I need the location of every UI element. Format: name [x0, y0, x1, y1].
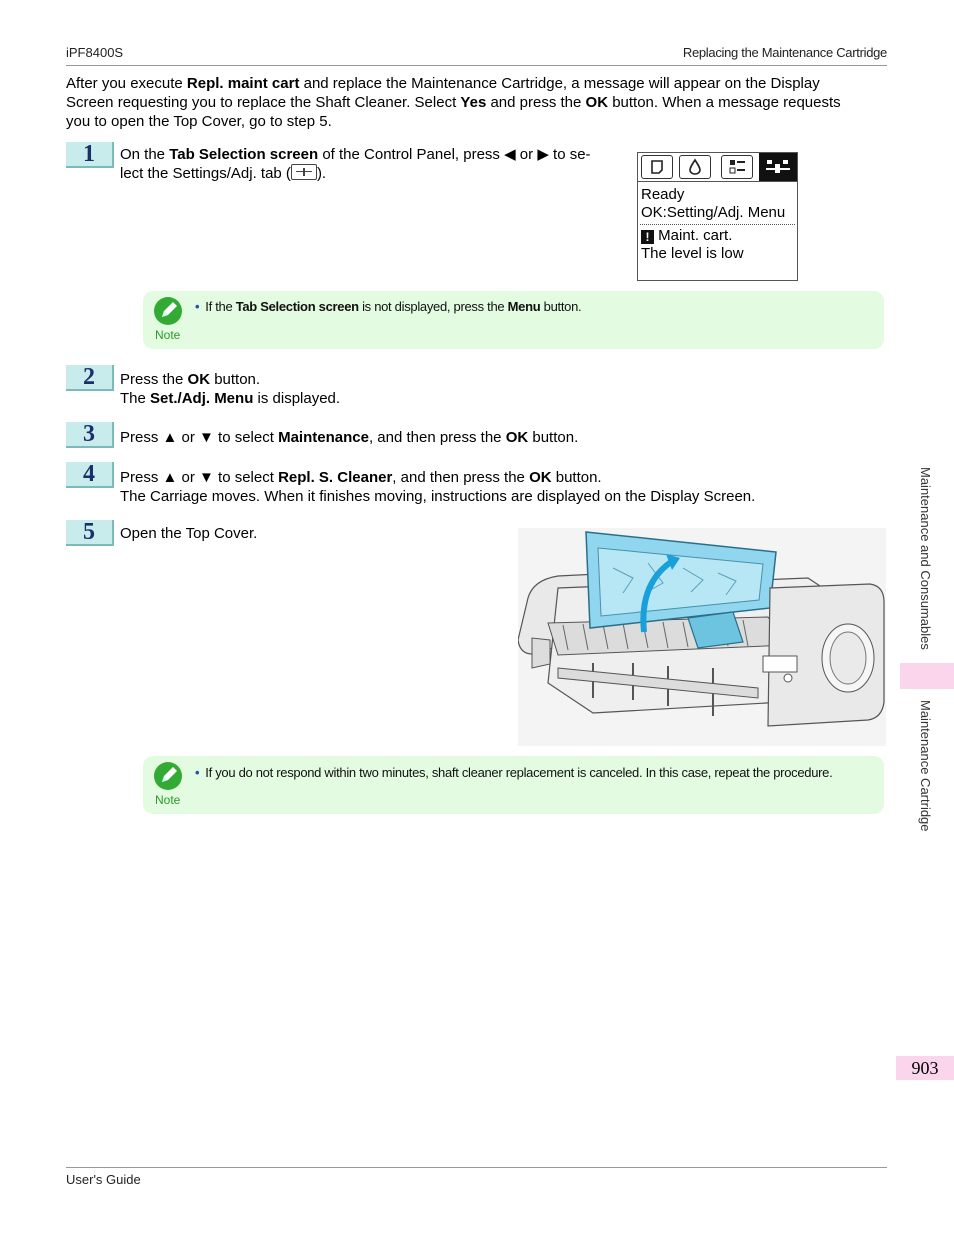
step-text: The — [120, 390, 151, 407]
header-rule — [66, 65, 887, 66]
step-2-text — [120, 370, 820, 408]
lcd-dotted-divider — [640, 224, 795, 225]
step-bold: Repl. S. Cleaner — [278, 469, 393, 486]
intro-text: and press the — [486, 94, 586, 111]
intro-paragraph — [66, 74, 896, 131]
step-bold: OK — [187, 371, 211, 388]
step-text: or — [515, 146, 538, 163]
tab-job-icon — [721, 155, 753, 179]
intro-text: and replace the Maintenance Cartridge, a message will appear on the Display — [299, 75, 820, 92]
intro-text: Screen requesting you to replace the Shaft Cleaner. Select — [66, 94, 461, 111]
note-text: is not displayed, press the — [358, 299, 508, 314]
step-text: Press ▲ or ▼ to select — [120, 429, 279, 446]
step-text: is displayed. — [253, 390, 341, 407]
bullet-icon: • — [195, 765, 200, 780]
step-text: The Carriage moves. When it finishes moving, instructions are displayed on the Display Screen. — [120, 488, 756, 505]
tab-ink-icon — [679, 155, 711, 179]
note-label: Note — [155, 328, 181, 342]
step-text: ). — [316, 165, 327, 182]
note-1-text — [195, 299, 581, 314]
step-bold: Maintenance — [278, 429, 369, 446]
note-text: If the — [205, 299, 236, 314]
lcd-divider — [638, 181, 797, 182]
note-bold: Menu — [507, 299, 541, 314]
step-text: lect the Settings/Adj. tab ( — [120, 165, 291, 182]
note-2-text — [195, 765, 832, 780]
step-text: On the — [120, 146, 170, 163]
intro-bold: Repl. maint cart — [186, 75, 300, 92]
bullet-icon: • — [195, 299, 200, 314]
step-number-3: 3 — [66, 422, 114, 448]
step-text: Press ▲ or ▼ to select — [120, 469, 279, 486]
header-model: iPF8400S — [66, 45, 124, 60]
header-section: Replacing the Maintenance Cartridge — [682, 45, 887, 60]
step-bold: OK — [505, 429, 529, 446]
intro-text: button. When a message requests — [608, 94, 841, 111]
step-text: Press the — [120, 371, 188, 388]
lcd-warning-text: Maint. cart. — [658, 227, 733, 244]
step-number-4: 4 — [66, 462, 114, 488]
note-box-2 — [143, 756, 884, 814]
footer-rule — [66, 1167, 887, 1168]
step-text: to se- — [548, 146, 591, 163]
note-pencil-icon — [154, 762, 182, 790]
lcd-menu-hint: OK:Setting/Adj. Menu — [641, 204, 786, 221]
step-number-5: 5 — [66, 520, 114, 546]
warning-icon: ! — [641, 230, 654, 244]
intro-bold: Yes — [460, 94, 487, 111]
note-text: If you do not respond within two minutes, shaft cleaner replacement is canceled. In this case, repeat the procedure. — [205, 765, 833, 780]
step-text: button. — [210, 371, 261, 388]
lcd-level: The level is low — [641, 245, 744, 262]
side-tab-highlight — [900, 663, 954, 689]
side-tab-chapter[interactable]: Maintenance and Consumables — [918, 467, 933, 650]
side-tab-section[interactable]: Maintenance Cartridge — [918, 700, 933, 832]
note-bold: Tab Selection screen — [235, 299, 359, 314]
lcd-warning — [641, 227, 732, 244]
step-bold: Tab Selection screen — [169, 146, 319, 163]
printer-illustration — [518, 528, 886, 746]
intro-bold: OK — [585, 94, 609, 111]
right-arrow-icon: ▶ — [537, 146, 549, 163]
step-bold: OK — [529, 469, 552, 486]
step-1-text — [120, 145, 625, 183]
note-box-1 — [143, 291, 884, 349]
step-number-2: 2 — [66, 365, 114, 391]
lcd-display — [637, 152, 798, 281]
step-text: button. — [551, 469, 602, 486]
step-4-text — [120, 468, 890, 506]
intro-text: you to open the Top Cover, go to step 5. — [66, 113, 332, 130]
step-text: , and then press the — [368, 429, 506, 446]
step-5-text: Open the Top Cover. — [120, 525, 258, 542]
settings-tab-icon — [291, 164, 317, 180]
step-text: , and then press the — [392, 469, 530, 486]
footer-text: User's Guide — [66, 1172, 141, 1187]
step-text: of the Control Panel, press — [318, 146, 505, 163]
tab-settings-icon — [759, 153, 797, 182]
note-pencil-icon — [154, 297, 182, 325]
left-arrow-icon: ◀ — [504, 146, 516, 163]
step-3-text — [120, 428, 820, 447]
intro-text: After you execute — [66, 75, 187, 92]
step-text: button. — [528, 429, 579, 446]
lcd-status: Ready — [641, 186, 685, 203]
step-number-1: 1 — [66, 142, 114, 168]
note-label: Note — [155, 793, 181, 807]
step-bold: Set./Adj. Menu — [150, 390, 254, 407]
note-text: button. — [540, 299, 582, 314]
tab-paper-icon — [641, 155, 673, 179]
page-number: 903 — [896, 1056, 954, 1080]
